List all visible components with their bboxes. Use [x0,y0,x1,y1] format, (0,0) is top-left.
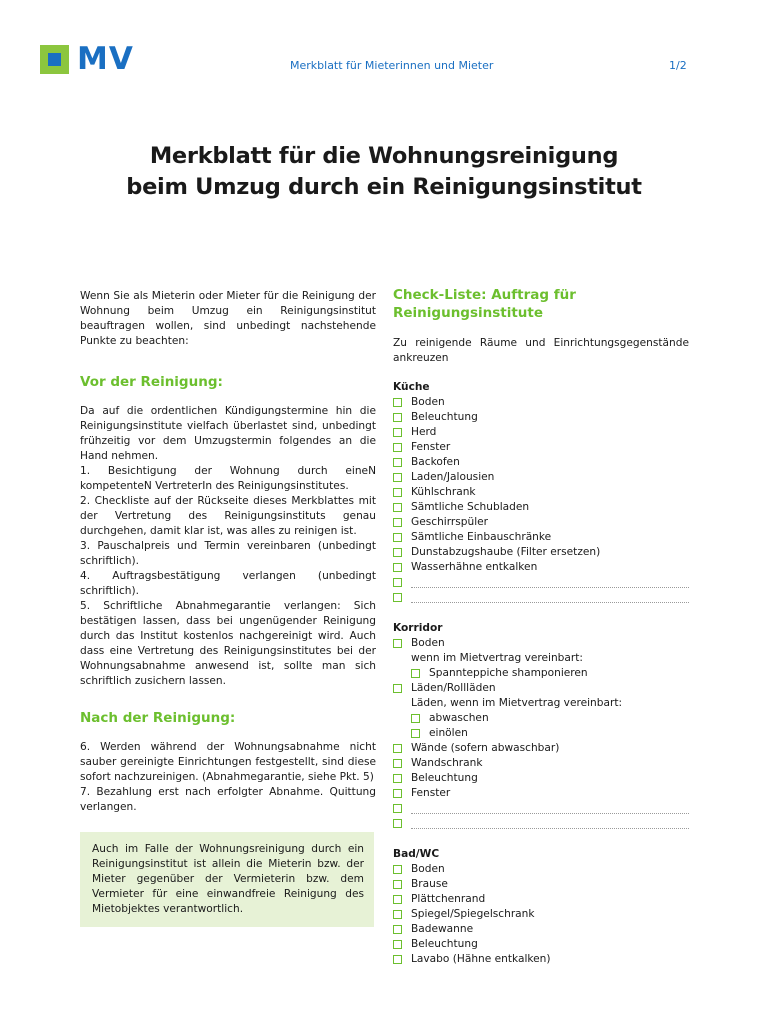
checklist-item[interactable] [393,425,689,440]
item-label: Laden/Jalousien [411,471,495,483]
item-label: Dunstabzugshaube (Filter ersetzen) [411,546,601,558]
item-label: Wandschrank [411,757,483,769]
page-number: 1/2 [669,59,687,72]
item-label: Beleuchtung [411,411,478,423]
checkbox-icon[interactable] [393,473,402,482]
checkbox-icon[interactable] [393,940,402,949]
page-title [0,141,768,203]
logo-mark-icon [40,45,69,74]
blank-line[interactable] [411,592,689,603]
checklist-item[interactable] [393,636,689,651]
item-label: Läden/Rollläden [411,682,496,694]
vor-item-1: 1. Besichtigung der Wohnung durch eineN kompetenteN VertreterIn des Reinigungsinstitutes. [80,465,376,492]
nach-heading: Nach der Reinigung: [80,710,236,726]
item-label: Boden [411,637,445,649]
blank-line[interactable] [411,577,689,588]
checkbox-icon[interactable] [393,744,402,753]
checkbox-icon[interactable] [393,819,402,828]
checkbox-icon[interactable] [393,895,402,904]
checklist-item[interactable] [393,771,689,786]
checklist-item[interactable] [393,937,689,952]
logo-text: MV [77,41,134,77]
checkbox-icon[interactable] [393,684,402,693]
note-label: wenn im Mietvertrag vereinbart: [411,652,583,664]
nach-item-6: 6. Werden während der Wohnungsabnahme nicht sauber gereinigte Einrichtungen festgestellt, sind diese sofort nachzureinigen. (Abnahmegarantie, siehe Pkt. 5) [80,741,376,783]
checklist-item[interactable] [393,560,689,575]
checkbox-icon[interactable] [393,563,402,572]
checklist-blank-item[interactable] [393,575,689,590]
checkbox-icon[interactable] [393,759,402,768]
checklist-item[interactable] [393,952,689,967]
note-label: Läden, wenn im Mietvertrag vereinbart: [411,697,623,709]
blank-line[interactable] [411,803,689,814]
checkbox-icon[interactable] [393,413,402,422]
checkbox-icon[interactable] [393,458,402,467]
note-text: Auch im Falle der Wohnungsreinigung durch ein Reinigungsinstitut ist allein die Mieterin bzw. der Mieter gegenüber der Vermieterin bzw. dem Vermieter für eine einwandfreie Reinigung des Mietobjektes verantwortlich. [92,843,364,915]
item-label: Herd [411,426,437,438]
checklist-item[interactable] [393,741,689,756]
item-label: Brause [411,878,448,890]
item-label: Fenster [411,441,451,453]
checklist-item[interactable] [393,395,689,410]
item-label: einölen [429,727,468,739]
item-label: Wände (sofern abwaschbar) [411,742,560,754]
item-label: Fenster [411,787,451,799]
checklist-item[interactable] [393,862,689,877]
item-label: Wasserhähne entkalken [411,561,538,573]
vor-heading: Vor der Reinigung: [80,374,223,390]
item-label: Boden [411,863,445,875]
vor-item-2: 2. Checkliste auf der Rückseite dieses Merkblattes mit der Vertretung des Reinigungsinstituts genau durchgehen, damit klar ist, was alles zu reinigen ist. [80,495,376,537]
vor-item-5: 5. Schriftliche Abnahmegarantie verlangen: Sich bestätigen lassen, dass bei ungenügender Reinigung durch das Institut kostenlos nachgereinigt wird. Auch dass eine Vertretung des Reinigungsinstitutes bei der Wohnungsabnahme anwesend ist, sollte man sich schriftlich zusichern lassen. [80,600,376,687]
checklist-subtitle: Zu reinigende Räume und Einrichtungsgegenstände ankreuzen [393,337,689,364]
checkbox-icon[interactable] [411,714,420,723]
checkbox-icon[interactable] [393,428,402,437]
item-label: Boden [411,396,445,408]
checkbox-icon[interactable] [393,443,402,452]
checklist-item[interactable] [393,892,689,907]
checklist-item[interactable] [393,485,689,500]
logo [40,41,134,77]
checklist-item[interactable] [393,530,689,545]
section-bad-title: Bad/WC [393,848,440,860]
checklist-item[interactable] [393,455,689,470]
checklist-item[interactable] [393,907,689,922]
left-column [80,289,376,927]
checkbox-icon[interactable] [393,578,402,587]
checkbox-icon[interactable] [393,518,402,527]
checkbox-icon[interactable] [411,729,420,738]
checklist-item[interactable] [393,681,689,696]
checklist-heading: Check-Liste: Auftrag für Reinigungsinstitute [393,287,576,321]
item-label: Sämtliche Schubladen [411,501,530,513]
checkbox-icon[interactable] [393,789,402,798]
checkbox-icon[interactable] [393,865,402,874]
item-label: Geschirrspüler [411,516,489,528]
checkbox-icon[interactable] [393,533,402,542]
checklist-item[interactable] [393,877,689,892]
title-line-1: Merkblatt für die Wohnungsreinigung [149,143,619,169]
checklist-note [393,696,689,711]
checkbox-icon[interactable] [393,955,402,964]
nach-item-7: 7. Bezahlung erst nach erfolgter Abnahme. Quittung verlangen. [80,786,376,813]
checklist-item[interactable] [393,470,689,485]
item-label: Plättchenrand [411,893,486,905]
section-korridor-title: Korridor [393,622,443,634]
item-label: Beleuchtung [411,772,478,784]
checklist-blank-item[interactable] [393,590,689,605]
item-label: Backofen [411,456,460,468]
item-label: Kühlschrank [411,486,476,498]
item-label: abwaschen [429,712,489,724]
checkbox-icon[interactable] [393,774,402,783]
note-box [80,832,374,927]
vor-paragraph: Da auf die ordentlichen Kündigungstermine hin die Reinigungsinstitute vielfach überlastet sind, unbedingt frühzeitig vor dem Umzugstermin folgendes an die Hand nehmen. [80,405,376,462]
checklist-blank-item[interactable] [393,816,689,831]
item-label: Beleuchtung [411,938,478,950]
checklist-item[interactable] [393,711,689,726]
checklist-item[interactable] [393,756,689,771]
vor-item-3: 3. Pauschalpreis und Termin vereinbaren (unbedingt schriftlich). [80,540,376,567]
checklist-item[interactable] [393,410,689,425]
checklist-item[interactable] [393,786,689,801]
right-column [393,286,689,967]
item-label: Spiegel/Spiegelschrank [411,908,535,920]
blank-line[interactable] [411,818,689,829]
checklist-blank-item[interactable] [393,801,689,816]
checklist-item[interactable] [393,726,689,741]
checkbox-icon[interactable] [393,639,402,648]
checkbox-icon[interactable] [393,593,402,602]
header-title: Merkblatt für Mieterinnen und Mieter [290,59,494,72]
checklist-item[interactable] [393,500,689,515]
checklist-item[interactable] [393,666,689,681]
title-line-2: beim Umzug durch ein Reinigungsinstitut [126,174,642,200]
item-label: Lavabo (Hähne entkalken) [411,953,551,965]
intro-paragraph: Wenn Sie als Mieterin oder Mieter für die Reinigung der Wohnung beim Umzug ein Reinigungsinstitut beauftragen wollen, sind unbedingt nachstehende Punkte zu beachten: [80,290,376,347]
checkbox-icon[interactable] [393,488,402,497]
item-label: Sämtliche Einbauschränke [411,531,552,543]
checklist-item[interactable] [393,545,689,560]
item-label: Spannteppiche shamponieren [429,667,588,679]
vor-item-4: 4. Auftragsbestätigung verlangen (unbedingt schriftlich). [80,570,376,597]
section-kueche-title: Küche [393,381,430,393]
checklist-note [393,651,689,666]
checkbox-icon[interactable] [393,910,402,919]
checkbox-icon[interactable] [393,880,402,889]
item-label: Badewanne [411,923,474,935]
checkbox-icon[interactable] [411,669,420,678]
checklist-item[interactable] [393,515,689,530]
checkbox-icon[interactable] [393,503,402,512]
checkbox-icon[interactable] [393,925,402,934]
checklist-item[interactable] [393,922,689,937]
checkbox-icon[interactable] [393,548,402,557]
checkbox-icon[interactable] [393,398,402,407]
checkbox-icon[interactable] [393,804,402,813]
checklist-item[interactable] [393,440,689,455]
